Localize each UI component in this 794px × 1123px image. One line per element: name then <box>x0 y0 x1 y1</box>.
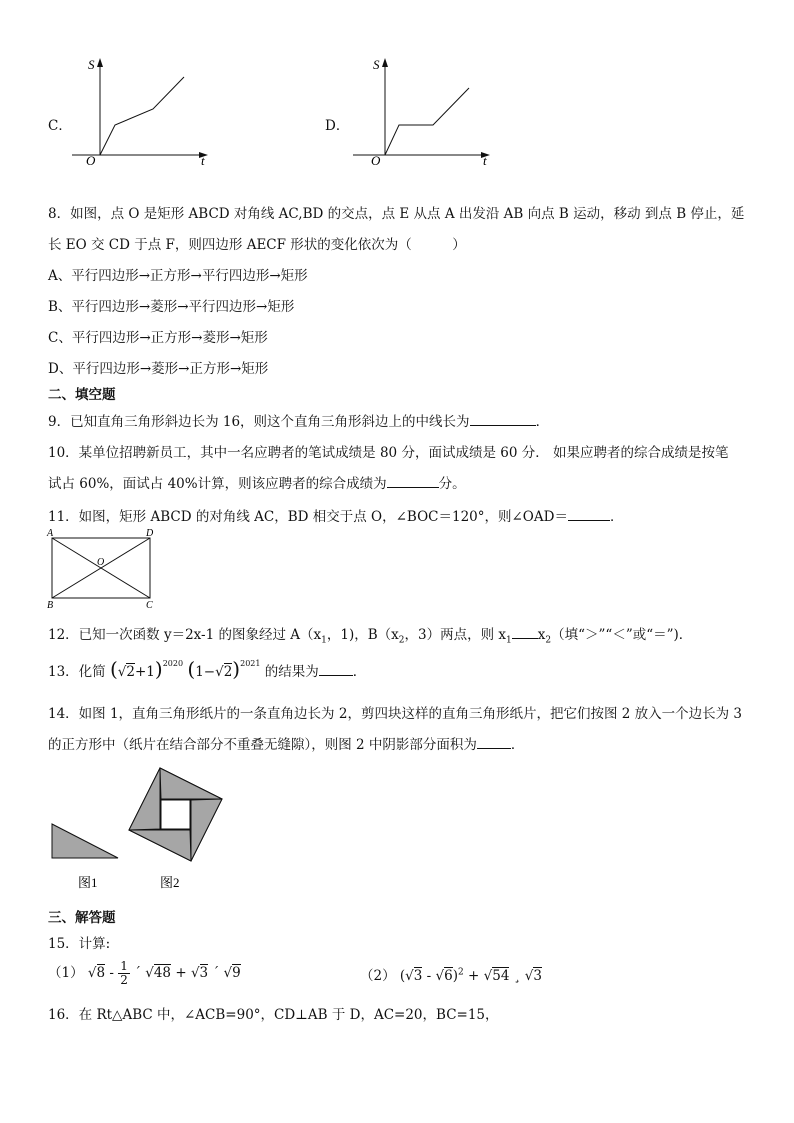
graph-c-origin-label: O <box>86 153 96 168</box>
q13-paren-close-2: ) <box>232 657 241 681</box>
q10-line2 <box>48 472 466 492</box>
q15-part1-sqrt-48: √48 <box>145 965 172 981</box>
q15-part2 <box>360 964 542 984</box>
q15-part2-square: 2 <box>458 967 464 978</box>
q13-sqrt-2: √2 <box>215 664 233 680</box>
q14-end: ． <box>510 737 525 753</box>
q13-one-minus: 1− <box>195 664 216 680</box>
q16: 16．在 Rt△ABC 中，∠ACB=90°，CD⊥AB 于 D，AC=20，BC=15， <box>48 1007 499 1023</box>
fig2-inner-square <box>161 800 190 829</box>
q15-part2-minus: - <box>426 968 432 984</box>
q12 <box>48 623 692 646</box>
fig2-triangle-1 <box>160 768 222 799</box>
q15-part2-paren-open: ( <box>399 968 406 984</box>
q13-text-1: 13．化简 <box>48 664 106 680</box>
q15-part1-minus: - <box>109 965 114 981</box>
q11-rectangle-figure <box>44 528 164 610</box>
q15-part1-sqrt-9: √9 <box>223 965 241 981</box>
q15-part2-plus: + <box>468 968 480 984</box>
q13-blank <box>319 663 353 676</box>
q11-label-c: C <box>146 600 153 610</box>
graph-d-label: D． <box>325 118 350 134</box>
q11-label-o: O <box>97 557 105 568</box>
q14-figures <box>40 762 240 892</box>
q15-part1-radicand-8: 8 <box>96 965 106 981</box>
q13-paren-open-2: ( <box>187 657 196 681</box>
q15-part1-sqrt-8: √8 <box>87 965 106 981</box>
graph-d-curve <box>385 88 469 155</box>
q14-line2-text: 的正方形中（纸片在结合部分不重叠无缝隙），则图 2 中阴影部分面积为 <box>48 737 477 753</box>
q15-part2-sqrt-3b: √3 <box>524 968 542 984</box>
q15-part1-sqrt-3: √3 <box>190 965 209 981</box>
q12-sub-2: 2 <box>398 635 405 646</box>
q10-blank <box>387 475 439 488</box>
q15-part2-sqrt-6: √6 <box>435 968 453 984</box>
q13-exponent-1: 2020 <box>162 659 184 668</box>
q14-line2 <box>48 733 524 753</box>
q15-part2-radicand-3: 3 <box>413 968 423 984</box>
q12-sub-4: 2 <box>545 635 552 646</box>
q12-sub-1: 1 <box>321 635 327 646</box>
q12-blank <box>512 626 538 639</box>
q8-option-c: C、平行四边形→正方形→菱形→矩形 <box>48 330 268 346</box>
q9-text: 9．已知直角三角形斜边长为 16，则这个直角三角形斜边上的中线长为 <box>48 414 470 430</box>
q13-radicand-1: 2 <box>126 664 135 680</box>
graph-c-y-arrow <box>97 58 103 67</box>
graph-c-axis-x-label: t <box>201 153 205 168</box>
q12-text-5: （填“＞”“＜”或“＝”)． <box>551 627 693 643</box>
q11 <box>48 505 623 525</box>
q15-part1 <box>48 960 241 987</box>
q15-part2-sqrt-3: √3 <box>405 968 423 984</box>
q12-text-1: 12．已知一次函数 y＝2x-1 的图象经过 A（x <box>48 627 322 643</box>
q13 <box>48 657 366 681</box>
q11-label-d: D <box>146 528 154 539</box>
q12-text-4: x <box>537 627 546 643</box>
q13-text-2: 的结果为 <box>264 664 319 680</box>
q15-part1-radicand-48: 48 <box>153 965 172 981</box>
q10-line2-end: 分。 <box>438 476 466 492</box>
fig1-triangle <box>52 824 118 858</box>
graph-d <box>345 55 505 170</box>
graph-c-label: C． <box>48 118 72 134</box>
fig2-triangle-3 <box>129 830 191 861</box>
graph-c <box>60 55 220 170</box>
fig1-caption: 图1 <box>78 875 98 890</box>
fig2-triangle-2 <box>191 799 222 861</box>
q15-part1-times-1: ´ <box>134 965 141 981</box>
q12-sub-3: 1 <box>506 635 512 646</box>
q13-exponent-2: 2021 <box>240 659 261 668</box>
q11-text: 11．如图，矩形 ABCD 的对角线 AC，BD 相交于点 O，∠BOC＝120°，则∠OAD＝ <box>48 509 568 525</box>
graph-d-axis-y-label: S <box>373 57 380 72</box>
q15-part1-numerator: 1 <box>120 959 128 973</box>
graph-d-origin-label: O <box>371 153 381 168</box>
q12-text-2: ，1)，B（x <box>326 627 399 643</box>
graph-c-axis-y-label: S <box>88 57 95 72</box>
q9-end: ． <box>535 414 550 430</box>
q15-part1-fraction <box>118 960 130 987</box>
q8-line1: 8．如图，点 O 是矩形 ABCD 对角线 AC,BD 的交点，点 E 从点 A 出发沿 AB 向点 B 运动，移动 到点 B 停止，延 <box>48 206 745 222</box>
q15-part2-divide: ¸ <box>513 968 521 984</box>
q10-line1: 10．某单位招聘新员工，其中一名应聘者的笔试成绩是 80 分，面试成绩是 60 分． 如果应聘者的综合成绩是按笔 <box>48 445 729 461</box>
q13-paren-open-1: ( <box>109 657 118 681</box>
q8-line2: 长 EO 交 CD 于点 F，则四边形 AECF 形状的变化依次为（ ） <box>48 237 466 253</box>
q8-option-b: B、平行四边形→菱形→平行四边形→矩形 <box>48 299 295 315</box>
q15-part1-times-2: ´ <box>212 965 220 981</box>
q9 <box>48 410 549 430</box>
graph-d-axis-x-label: t <box>483 153 487 168</box>
graph-c-curve <box>100 77 184 155</box>
q13-sqrt-1: √2 <box>117 664 135 680</box>
q14-line1: 14．如图 1，直角三角形纸片的一条直角边长为 2，剪四块这样的直角三角形纸片，把它们按图 2 放入一个边长为 3 <box>48 706 742 722</box>
q10-line2-text: 试占 60%，面试占 40%计算，则该应聘者的综合成绩为 <box>48 476 387 492</box>
q15-part2-paren-close: ) <box>452 968 459 984</box>
q15-part1-denominator: 2 <box>120 973 128 987</box>
q11-label-b: B <box>47 600 54 610</box>
q15-part1-radicand-9: 9 <box>232 965 241 981</box>
q13-radicand-2: 2 <box>223 664 233 680</box>
q8-option-d: D、平行四边形→菱形→正方形→矩形 <box>48 361 269 377</box>
q15-part1-radicand-3: 3 <box>199 965 209 981</box>
q8-option-a: A、平行四边形→正方形→平行四边形→矩形 <box>48 268 308 284</box>
q14-blank <box>477 736 511 749</box>
q9-blank <box>470 413 536 426</box>
section-2-heading: 二、填空题 <box>48 387 116 403</box>
q11-end: ． <box>609 509 624 525</box>
fig2-triangle-4 <box>129 768 160 830</box>
section-3-heading: 三、解答题 <box>48 910 116 926</box>
q11-label-a: A <box>47 528 54 539</box>
q12-text-3: ，3）两点，则 x <box>404 627 507 643</box>
q15-part2-sqrt-54: √54 <box>483 968 510 984</box>
q15-part2-radicand-3b: 3 <box>533 968 542 984</box>
q15-part2-radicand-54: 54 <box>492 968 510 984</box>
q13-plus-one: +1 <box>135 664 155 680</box>
q13-end: ． <box>352 664 367 680</box>
q11-blank <box>568 508 610 521</box>
q15-part1-plus: + <box>175 965 187 981</box>
q15-part1-label: （1） <box>48 965 84 981</box>
q15-part2-label: （2） <box>360 968 396 984</box>
graph-d-y-arrow <box>382 58 388 67</box>
q13-paren-close-1: ) <box>154 657 163 681</box>
fig2-caption: 图2 <box>160 875 180 890</box>
q15-part2-radicand-6: 6 <box>444 968 453 984</box>
q15-title: 15．计算: <box>48 936 111 952</box>
